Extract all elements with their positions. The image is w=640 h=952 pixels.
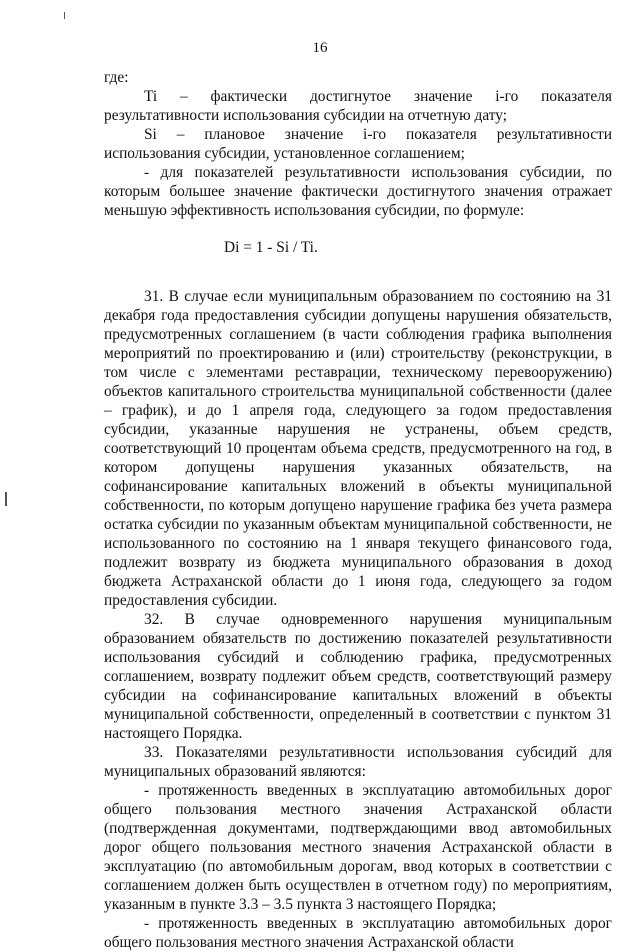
document-body (104, 68, 612, 952)
formula: Di = 1 - Si / Ti. (224, 239, 318, 256)
definition-ti: Ti – фактически достигнутое значение i-го показателя результативности использования субсидии на отчетную дату; (104, 88, 612, 124)
scan-mark-left (5, 492, 7, 506)
paragraph-33: 33. Показателями результативности использования субсидий для муниципальных образований являются: (104, 744, 612, 780)
page-number: 16 (312, 40, 328, 56)
indicator-item-1: - протяженность введенных в эксплуатацию автомобильных дорог общего пользования местного значения Астраханской области (подтвержденная документами, подтверждающими ввод автомобильных дорог общего пользования местного значения Астраханской области в эксплуатацию (по автомобильным дорогам, ввод которых в соответствии с соглашением должен быть осуществлен в отчетном году) по мероприятиям, указанным в пункте 3.3 – 3.5 пункта 3 настоящего Порядка; (104, 782, 612, 913)
formula-condition: - для показателей результативности использования субсидии, по которым большее значение фактически достигнутого значения отражает меньшую эффективность использования субсидии, по формуле: (104, 164, 612, 219)
paragraph-32: 32. В случае одновременного нарушения муниципальным образованием обязательств по достижению показателей результативности использования субсидий и соблюдению графика, предусмотренных соглашением, возврату подлежит объем средств, соответствующий размеру субсидии на софинансирование капитальных вложений в объекты муниципальной собственности, определенный в соответствии с пунктом 31 настоящего Порядка. (104, 611, 612, 742)
where-label: где: (104, 69, 129, 86)
indicator-item-2: - протяженность введенных в эксплуатацию автомобильных дорог общего пользования местного значения Астраханской области (104, 915, 612, 951)
paragraph-31: 31. В случае если муниципальным образованием по состоянию на 31 декабря года предоставления субсидии допущены нарушения обязательств, предусмотренных соглашением (в части соблюдения графика выполнения мероприятий по проектированию и (или) строительству (реконструкции, в том числе с элементами реставрации, техническому перевооружению) объектов капитального строительства муниципальной собственности (далее – график), и до 1 апреля года, следующего за годом предоставления субсидии, указанные нарушения не устранены, объем средств, соответствующий 10 процентам объема средств, предусмотренного на год, в котором допущены нарушения указанных обязательств, на софинансирование капитальных вложений в объекты муниципальной собственности, по которым допущено нарушение графика без учета размера остатка субсидии по указанным объектам муниципальной собственности, не использованного по состоянию на 1 января текущего финансового года, подлежит возврату из бюджета муниципального образования в доход бюджета Астраханской области до 1 июня года, следующего за годом предоставления субсидии. (104, 288, 612, 609)
scan-mark-top (64, 12, 65, 19)
definition-si: Si – плановое значение i-го показателя результативности использования субсидии, установленное соглашением; (104, 126, 612, 162)
